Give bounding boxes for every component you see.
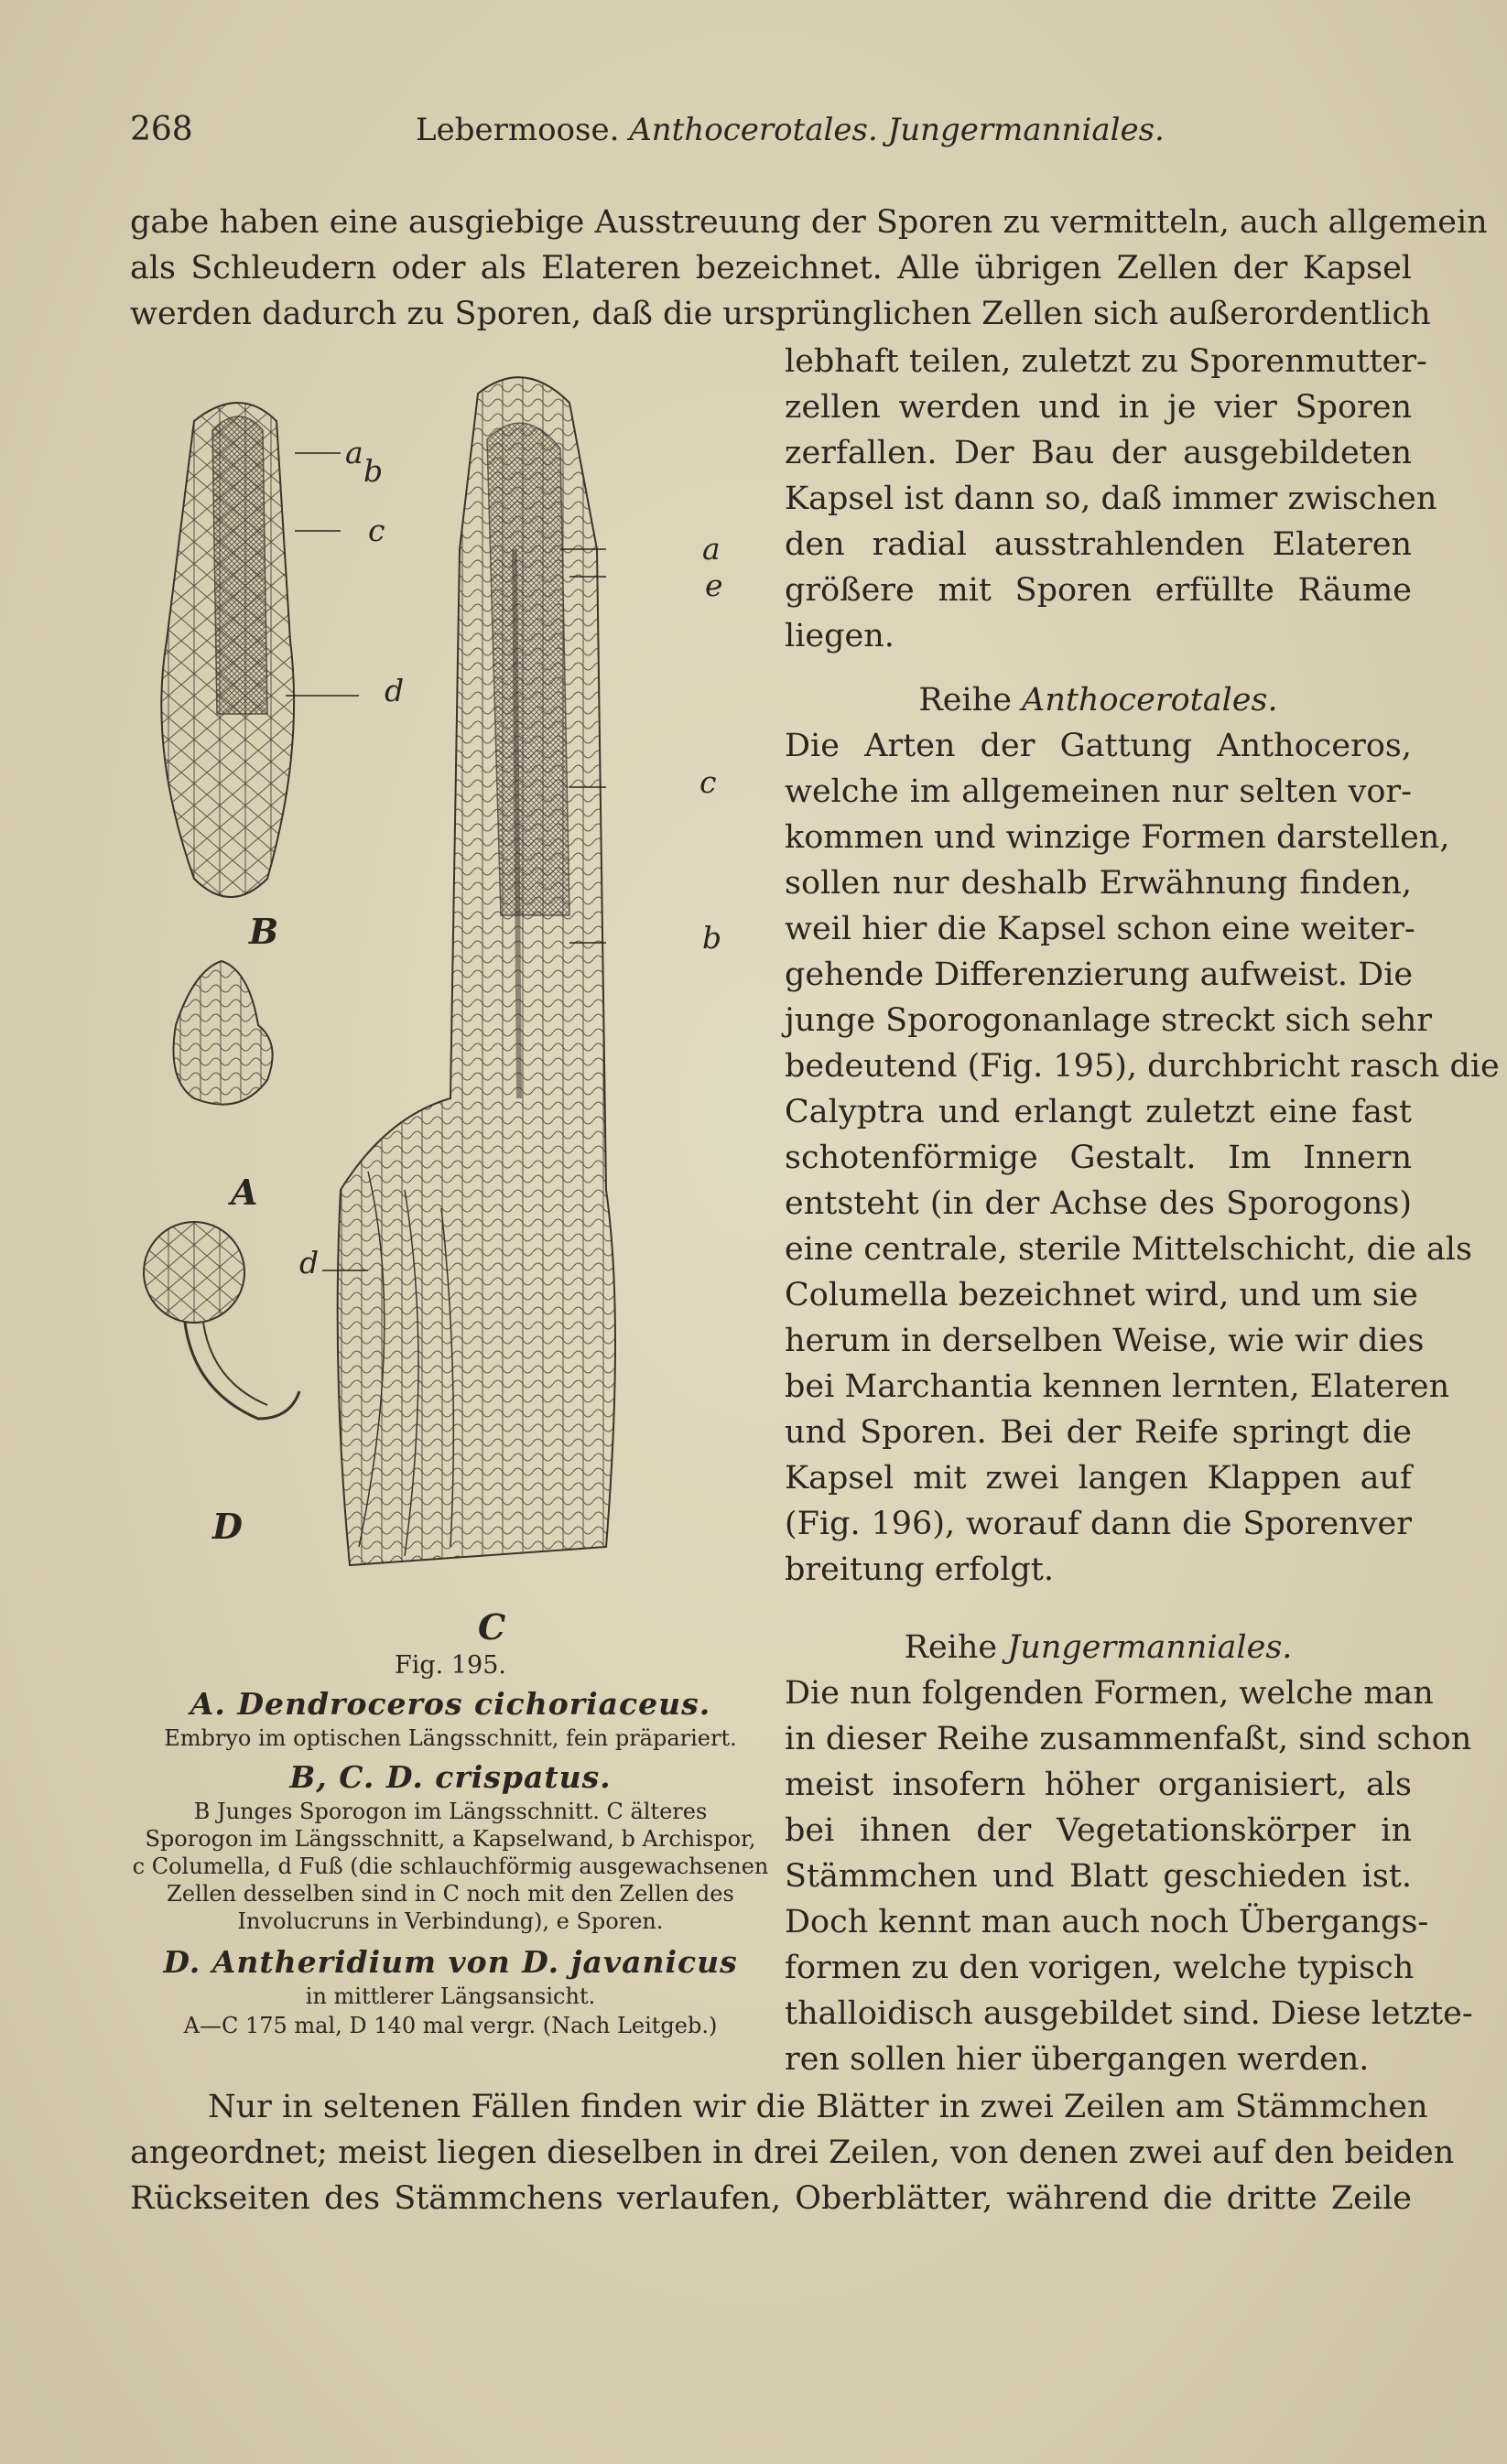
text-line: sollen nur deshalb Erwähnung finden, (785, 865, 1412, 902)
caption-a-title: A. Dendroceros cichoriaceus. (190, 1686, 711, 1722)
caption-d-text: in mittlerer Längsansicht. (305, 1983, 596, 2009)
caption-d-title: D. Antheridium von D. javanicus (163, 1944, 738, 1980)
fig-label-c-b: c (368, 513, 385, 548)
text-line: den radial ausstrahlenden Elateren (785, 526, 1412, 563)
fig-label-b-c: b (702, 920, 722, 956)
text-line: junge Sporogonanlage streckt sich sehr (785, 1002, 1433, 1039)
text-line: angeordnet; meist liegen dieselben in drei Zeilen, von denen zwei auf den beiden (130, 2134, 1455, 2171)
text-line: zellen werden und in je vier Sporen (785, 389, 1412, 426)
fig-label-B: B (249, 911, 279, 952)
text-line: gabe haben eine ausgiebige Ausstreuung der Sporen zu vermitteln, auch allgemein (130, 204, 1488, 241)
caption-bc-line: c Columella, d Fuß (die schlauchförmig ausgewachsenen (132, 1853, 769, 1879)
text-line: liegen. (785, 618, 894, 654)
caption-bc-title: B, C. D. crispatus. (289, 1759, 612, 1795)
text-line: Kapsel mit zwei langen Klappen auf (785, 1460, 1412, 1497)
text-line: weil hier die Kapsel schon eine weiter- (785, 911, 1415, 947)
text-line: Columella bezeichnet wird, und um sie (785, 1277, 1418, 1313)
section-heading-anthocerotales: Reihe Anthocerotales. (918, 682, 1278, 719)
caption-bc-line: Involucruns in Verbindung), e Sporen. (237, 1908, 664, 1934)
text-line: (Fig. 196), worauf dann die Sporenver (785, 1506, 1412, 1542)
running-title-prefix: Lebermoose. (416, 112, 620, 148)
text-line: breitung erfolgt. (785, 1551, 1054, 1588)
caption-bc-line: B Junges Sporogon im Längsschnitt. C älteres (193, 1799, 708, 1824)
text-line: Calyptra und erlangt zuletzt eine fast (785, 1094, 1412, 1130)
text-line: Doch kennt man auch noch Übergangs- (785, 1904, 1429, 1940)
fig-label-e-c: e (705, 567, 723, 603)
text-line: zerfallen. Der Bau der ausgebildeten (785, 435, 1412, 471)
text-line: entsteht (in der Achse des Sporogons) (785, 1185, 1412, 1222)
fig-label-c-c: c (699, 764, 717, 800)
text-line: Kapsel ist dann so, daß immer zwischen (785, 481, 1437, 517)
text-line: kommen und winzige Formen darstellen, (785, 819, 1450, 856)
running-title-italic: Anthocerotales. Jungermanniales. (629, 112, 1165, 148)
text-line: gehende Differenzierung aufweist. Die (785, 956, 1414, 993)
text-line: größere mit Sporen erfüllte Räume (785, 572, 1412, 609)
text-line: Die Arten der Gattung Anthoceros, (785, 728, 1412, 764)
text-line: bei Marchantia kennen lernten, Elateren (785, 1368, 1450, 1405)
text-line: formen zu den vorigen, welche typisch (785, 1950, 1415, 1986)
page-number: 268 (130, 111, 193, 148)
fig-label-a-b: a (345, 435, 363, 470)
text-line: in dieser Reihe zusammenfaßt, sind schon (785, 1721, 1472, 1757)
running-title (416, 112, 1165, 148)
text-line: bedeutend (Fig. 195), durchbricht rasch die (785, 1048, 1500, 1085)
figure-number: Fig. 195. (395, 1651, 506, 1680)
text-line: Die nun folgenden Formen, welche man (785, 1675, 1434, 1712)
figure-c-drawing (322, 377, 615, 1565)
figure-b-drawing (161, 403, 359, 897)
text-line: bei ihnen der Vegetationskörper in (785, 1812, 1412, 1849)
fig-label-C: C (478, 1606, 506, 1648)
fig-label-D: D (212, 1506, 243, 1547)
fig-label-d-b: d (385, 673, 405, 708)
text-line: Nur in seltenen Fällen finden wir die Blätter in zwei Zeilen am Stämmchen (208, 2089, 1428, 2125)
caption-a-text: Embryo im optischen Längsschnitt, fein präpariert. (164, 1725, 737, 1751)
figure-illustration (130, 366, 771, 1666)
text-line: thalloidisch ausgebildet sind. Diese letzte- (785, 1995, 1473, 2032)
text-line: und Sporen. Bei der Reife springt die (785, 1414, 1412, 1451)
text-line: ren sollen hier übergangen werden. (785, 2041, 1370, 2078)
caption-bc-line: Sporogon im Längsschnitt, a Kapselwand, b Archispor, (145, 1826, 756, 1852)
fig-label-d-c: d (299, 1245, 320, 1281)
figure-a-drawing (174, 961, 273, 1105)
text-line: werden dadurch zu Sporen, daß die ursprünglichen Zellen sich außerordentlich (130, 296, 1431, 332)
text-line: lebhaft teilen, zuletzt zu Sporenmutter- (785, 343, 1427, 380)
section-heading-jungermanniales: Reihe Jungermanniales. (904, 1629, 1293, 1666)
text-line: meist insofern höher organisiert, als (785, 1767, 1412, 1803)
fig-label-a-c: a (702, 531, 721, 567)
text-line: Rückseiten des Stämmchens verlaufen, Oberblätter, während die dritte Zeile (130, 2180, 1412, 2217)
text-line: Stämmchen und Blatt geschieden ist. (785, 1858, 1412, 1895)
text-line: welche im allgemeinen nur selten vor- (785, 773, 1412, 810)
caption-magnification: A—C 175 mal, D 140 mal vergr. (Nach Leitgeb.) (183, 2013, 718, 2038)
text-line: als Schleudern oder als Elateren bezeichnet. Alle übrigen Zellen der Kapsel (130, 250, 1412, 286)
caption-bc-line: Zellen desselben sind in C noch mit den Zellen des (167, 1881, 734, 1907)
fig-label-b-b: b (363, 453, 384, 489)
text-line: schotenförmige Gestalt. Im Innern (785, 1140, 1412, 1176)
text-line: eine centrale, sterile Mittelschicht, die als (785, 1231, 1472, 1268)
figure-195 (130, 366, 771, 1666)
text-line: herum in derselben Weise, wie wir dies (785, 1323, 1425, 1359)
fig-label-A: A (231, 1172, 258, 1213)
figure-d-drawing (144, 1222, 299, 1419)
